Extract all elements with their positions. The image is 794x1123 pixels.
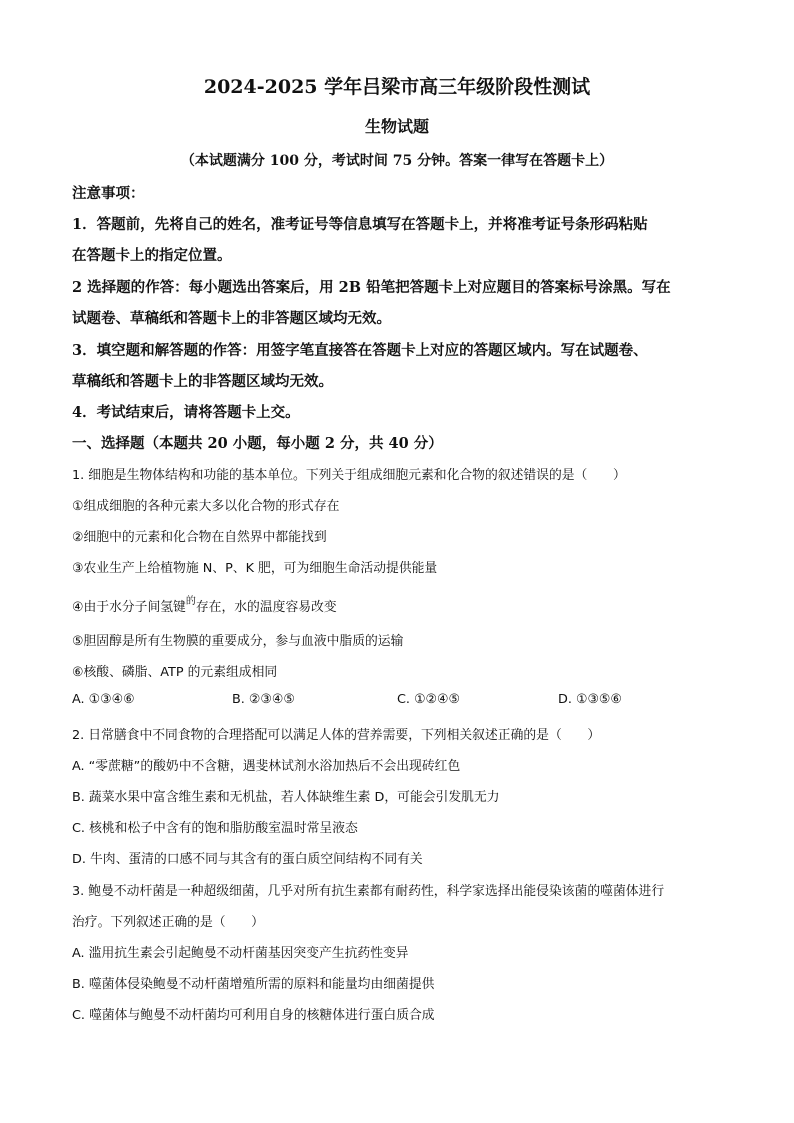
notice-item: 试题卷、草稿纸和答题卡上的非答题区域均无效。 (72, 310, 391, 327)
statement: ③农业生产上给植物施 N、P、K 肥，可为细胞生命活动提供能量 (72, 561, 438, 576)
option: A. “零蔗糖”的酸奶中不含糖，遇斐林试剂水浴加热后不会出现砖红色 (72, 759, 461, 774)
notice-item: 1．答题前，先将自己的姓名，准考证号等信息填写在答题卡上，并将准考证号条形码粘贴 (72, 216, 648, 233)
notice-item: 在答题卡上的指定位置。 (72, 247, 232, 264)
statement: ⑤胆固醇是所有生物膜的重要成分，参与血液中脂质的运输 (72, 634, 404, 649)
statement-part: ④由于水分子间氢键 (72, 600, 186, 615)
option: B. ②③④⑤ (232, 692, 295, 707)
subject-title: 生物试题 (364, 117, 429, 136)
notice-item: 4．考试结束后，请将答题卡上交。 (72, 404, 300, 421)
option: B. 噬菌体侵染鲍曼不动杆菌增殖所需的原料和能量均由细菌提供 (72, 977, 435, 992)
option: C. 噬菌体与鲍曼不动杆菌均可利用自身的核糖体进行蛋白质合成 (72, 1008, 435, 1023)
notice-heading: 注意事项： (72, 185, 145, 202)
statement: ①组成细胞的各种元素大多以化合物的形式存在 (72, 499, 340, 514)
option: D. 牛肉、蛋清的口感不同与其含有的蛋白质空间结构不同有关 (72, 852, 423, 867)
statement (72, 596, 337, 615)
notice-item: 3．填空题和解答题的作答：用签字笔直接答在答题卡上对应的答题区域内。写在试题卷、 (72, 342, 648, 359)
option: A. ①③④⑥ (72, 692, 135, 707)
section-heading: 一、选择题（本题共 20 小题，每小题 2 分，共 40 分） (72, 435, 443, 452)
question-stem: 1. 细胞是生物体结构和功能的基本单位。下列关于组成细胞元素和化合物的叙述错误的是（ ） (72, 468, 626, 483)
option: C. ①②④⑤ (397, 692, 460, 707)
statement-part: 存在，水的温度容易改变 (195, 600, 337, 615)
notice-item: 2 选择题的作答：每小题选出答案后，用 2B 铅笔把答题卡上对应题目的答案标号涂黑。写在 (72, 279, 671, 296)
option: D. ①③⑤⑥ (558, 692, 622, 707)
statement: ⑥核酸、磷脂、ATP 的元素组成相同 (72, 665, 278, 680)
question-stem: 2. 日常膳食中不同食物的合理搭配可以满足人体的营养需要，下列相关叙述正确的是（ ） (72, 728, 601, 743)
question-stem: 3. 鲍曼不动杆菌是一种超级细菌，几乎对所有抗生素都有耐药性，科学家选择出能侵染该菌的噬菌体进行 (72, 884, 665, 899)
option: C. 核桃和松子中含有的饱和脂肪酸室温时常呈液态 (72, 821, 358, 836)
option: B. 蔬菜水果中富含维生素和无机盐，若人体缺维生素 D，可能会引发肌无力 (72, 790, 500, 805)
question-stem: 治疗。下列叙述正确的是（ ） (72, 915, 264, 930)
option: A. 滥用抗生素会引起鲍曼不动杆菌基因突变产生抗药性变异 (72, 946, 409, 961)
statement-superscript: 的 (185, 596, 196, 607)
notice-item: 草稿纸和答题卡上的非答题区域均无效。 (72, 373, 333, 390)
exam-info: （本试题满分 100 分，考试时间 75 分钟。答案一律写在答题卡上） (180, 153, 614, 169)
exam-title: 2024-2025 学年吕梁市高三年级阶段性测试 (203, 76, 591, 98)
statement: ②细胞中的元素和化合物在自然界中都能找到 (72, 530, 327, 545)
